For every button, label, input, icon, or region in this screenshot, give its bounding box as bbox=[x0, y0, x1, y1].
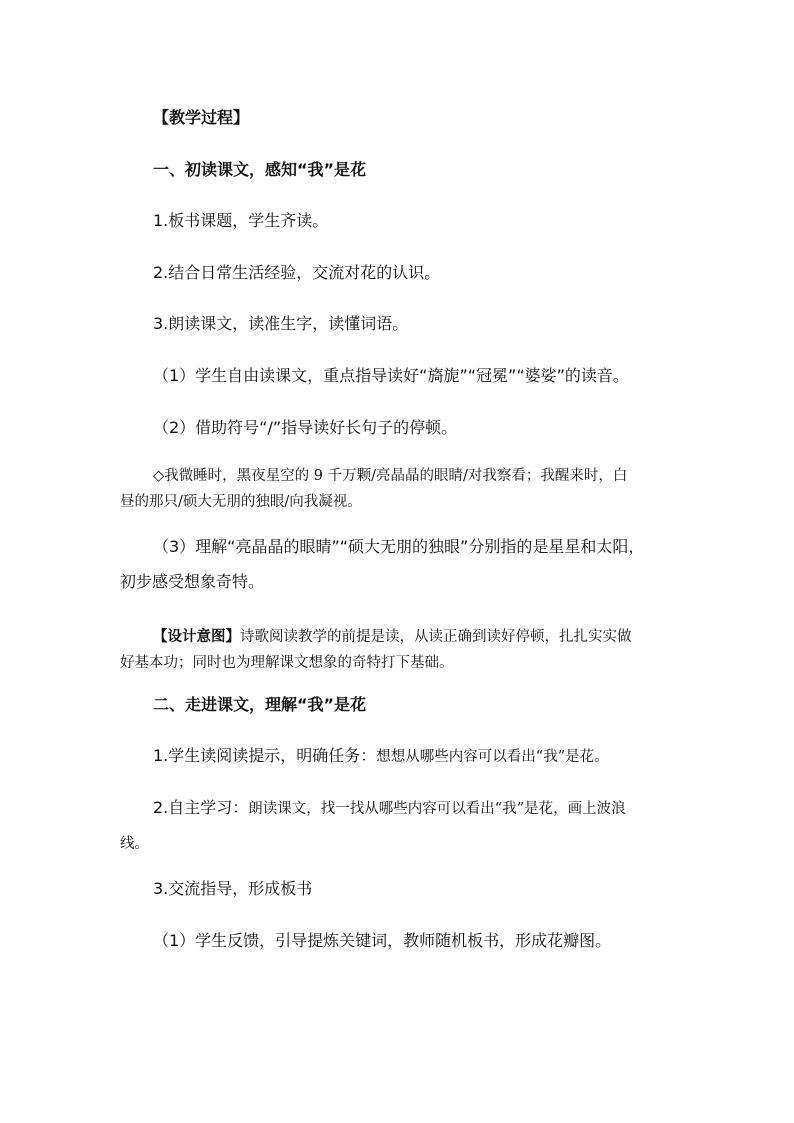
example-line1: ◇我微睡时，黑夜星空的 9 千万颗/亮晶晶的眼睛/对我察看；我醒来时，白 bbox=[153, 468, 628, 484]
part1-heading: 一、初读课文，感知“我”是花 bbox=[153, 160, 367, 179]
part1-sub2: （2）借助符号“/”指导读好长句子的停顿。 bbox=[153, 418, 458, 437]
example-line2: 昼的那只/硕大无朋的独眼/向我凝视。 bbox=[120, 494, 362, 510]
part1-step2: 2.结合日常生活经验，交流对花的认识。 bbox=[153, 263, 441, 282]
part2-heading: 二、走进课文，理解“我”是花 bbox=[153, 695, 367, 714]
part1-sub3-line1: （3）理解“亮晶晶的眼睛”“硕大无朋的独眼”分别指的是星星和太阳， bbox=[153, 537, 645, 556]
part2-step2 bbox=[153, 796, 713, 821]
part2-step1-rest: 想想从哪些内容可以看出“我”是花。 bbox=[376, 749, 609, 765]
design-intent-line1 bbox=[153, 624, 713, 649]
part2-step2-prefix: 2.自主学习： bbox=[153, 798, 249, 817]
part1-step3: 3.朗读课文，读准生字，读懂词语。 bbox=[153, 314, 409, 333]
part2-step1-prefix: 1.学生读阅读提示，明确任务： bbox=[153, 746, 377, 765]
part2-step2-rest: 朗读课文，找一找从哪些内容可以看出“我”是花，画上波浪 bbox=[248, 801, 626, 817]
part1-sub1: （1）学生自由读课文，重点指导读好“旖旎”“冠冕”“婆娑”的读音。 bbox=[153, 366, 629, 385]
part2-step2-line2: 线。 bbox=[120, 836, 149, 852]
part1-sub3-line2: 初步感受想象奇特。 bbox=[120, 572, 265, 591]
design-intent-line2: 好基本功；同时也为理解课文想象的奇特打下基础。 bbox=[120, 655, 454, 671]
part2-step1 bbox=[153, 744, 713, 769]
section-header: 【教学过程】 bbox=[153, 108, 250, 127]
part2-step3: 3.交流指导，形成板书 bbox=[153, 879, 313, 898]
design-intent-text: 诗歌阅读教学的前提是读，从读正确到读好停顿，扎扎实实做 bbox=[240, 629, 632, 645]
design-intent-label: 【设计意图】 bbox=[153, 628, 240, 645]
part1-step1: 1.板书课题，学生齐读。 bbox=[153, 211, 329, 230]
part2-sub1: （1）学生反馈，引导提炼关键词，教师随机板书，形成花瓣图。 bbox=[153, 931, 612, 950]
